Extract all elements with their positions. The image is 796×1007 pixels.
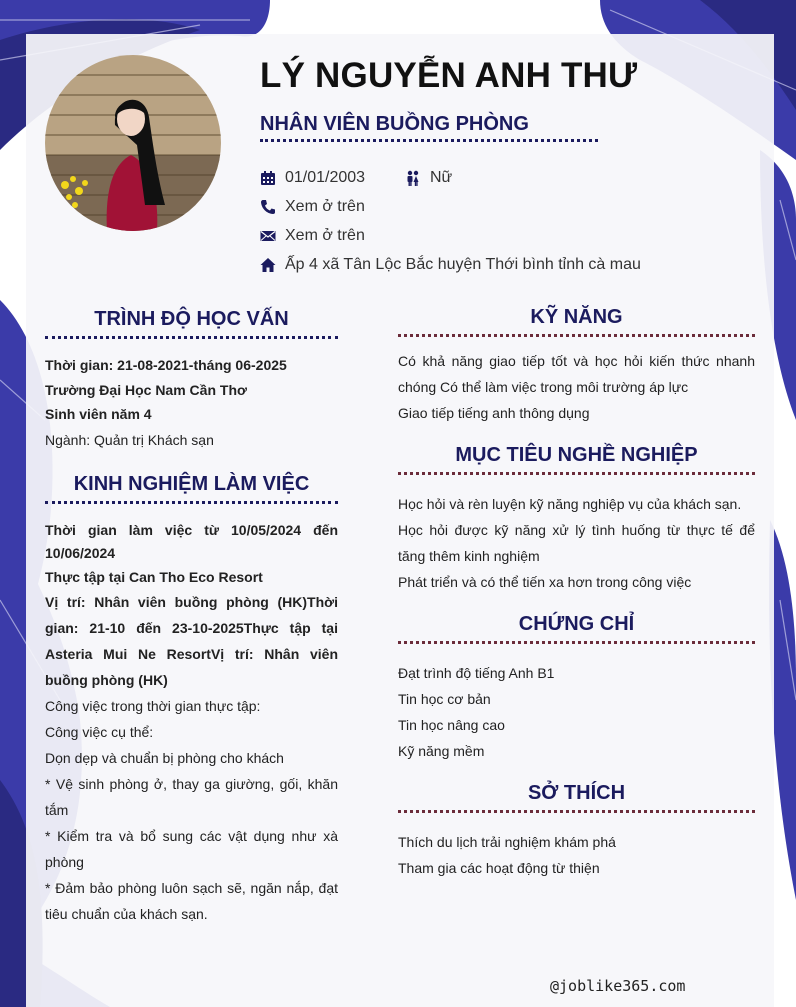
- certificate-item: Đạt trình độ tiếng Anh B1: [398, 665, 555, 681]
- certificate-item: Tin học cơ bản: [398, 691, 491, 707]
- experience-section: [45, 519, 338, 927]
- phone-icon: [260, 199, 276, 215]
- skill-item: Giao tiếp tiếng anh thông dụng: [398, 405, 590, 421]
- education-divider: [45, 336, 338, 339]
- experience-duty-4: * Đảm bảo phòng luôn sạch sẽ, ngăn nắp, đạt tiêu chuẩn của khách sạn.: [45, 880, 338, 922]
- education-major: Ngành: Quản trị Khách sạn: [45, 432, 214, 448]
- certificate-item: Tin học nâng cao: [398, 717, 505, 733]
- certificates-section: [398, 660, 755, 764]
- email-row: [260, 225, 365, 247]
- hobby-item: Tham gia các hoạt động từ thiện: [398, 860, 600, 876]
- candidate-name: LÝ NGUYỄN ANH THƯ: [260, 56, 638, 95]
- title-divider: [260, 139, 598, 142]
- experience-time: Thời gian làm việc từ 10/05/2024 đến 10/06/2024: [45, 522, 338, 561]
- experience-duty-3: * Kiểm tra và bổ sung các vật dụng như xà phòng: [45, 828, 338, 870]
- hobbies-section: [398, 829, 755, 881]
- certificate-item: Kỹ năng mềm: [398, 743, 485, 759]
- experience-divider: [45, 501, 338, 504]
- certificates-title: CHỨNG CHỈ: [518, 613, 635, 635]
- education-time: Thời gian: 21-08-2021-tháng 06-2025: [45, 357, 287, 373]
- phone-row: [260, 196, 365, 218]
- profile-photo: [45, 55, 221, 231]
- certificates-divider: [398, 641, 755, 644]
- job-title: NHÂN VIÊN BUỒNG PHÒNG: [260, 113, 529, 135]
- calendar-icon: [260, 170, 276, 186]
- objective-divider: [398, 472, 755, 475]
- footer-watermark: @joblike365.com: [550, 977, 686, 995]
- envelope-icon: [260, 228, 276, 244]
- skills-section: [398, 348, 755, 426]
- objective-item: Học hỏi và rèn luyện kỹ năng nghiệp vụ của khách sạn.: [398, 496, 742, 512]
- objective-item: Phát triển và có thể tiến xa hơn trong công việc: [398, 574, 692, 590]
- gender-row: [405, 167, 452, 189]
- skill-item: Có khả năng giao tiếp tốt và học hỏi kiến thức nhanh chóng Có thể làm việc trong môi trường áp lực: [398, 353, 755, 395]
- phone-value: Xem ở trên: [285, 198, 365, 215]
- experience-place: Thực tập tại Can Tho Eco Resort: [45, 569, 263, 585]
- skills-title: KỸ NĂNG: [530, 306, 623, 328]
- experience-duty-1: Dọn dẹp và chuẩn bị phòng cho khách: [45, 750, 284, 766]
- experience-duties-detail: Công việc cụ thể:: [45, 724, 154, 740]
- gender-value: Nữ: [430, 169, 453, 186]
- education-school: Trường Đại Học Nam Cần Thơ: [45, 382, 247, 398]
- experience-duty-2: * Vệ sinh phòng ở, thay ga giường, gối, khăn tắm: [45, 776, 338, 818]
- objective-title: MỤC TIÊU NGHỀ NGHIỆP: [455, 444, 698, 466]
- hobbies-divider: [398, 810, 755, 813]
- birthday-row: [260, 167, 365, 189]
- education-title: TRÌNH ĐỘ HỌC VẤN: [94, 308, 289, 330]
- education-year: Sinh viên năm 4: [45, 406, 152, 422]
- hobbies-title: SỞ THÍCH: [527, 782, 626, 804]
- address-value: Ấp 4 xã Tân Lộc Bắc huyện Thới bình tỉnh cà mau: [285, 256, 641, 273]
- education-section: [45, 353, 338, 453]
- objective-item: Học hỏi được kỹ năng xử lý tình huống từ thực tế để tăng thêm kinh nghiệm: [398, 522, 755, 564]
- experience-title: KINH NGHIỆM LÀM VIỆC: [73, 473, 310, 495]
- skills-divider: [398, 334, 755, 337]
- birthday-value: 01/01/2003: [285, 169, 366, 186]
- people-icon: [405, 170, 421, 186]
- experience-position: Vị trí: Nhân viên buồng phòng (HK)Thời gian: 21-10 đến 23-10-2025Thực tập tại Asteria Mui Ne ResortVị trí: Nhân viên buồng phòng (HK): [45, 594, 338, 688]
- email-value: Xem ở trên: [285, 227, 365, 244]
- address-row: [260, 254, 641, 276]
- experience-duties-intro: Công việc trong thời gian thực tập:: [45, 698, 261, 714]
- hobby-item: Thích du lịch trải nghiệm khám phá: [398, 834, 616, 850]
- objective-section: [398, 491, 755, 595]
- home-icon: [260, 257, 276, 273]
